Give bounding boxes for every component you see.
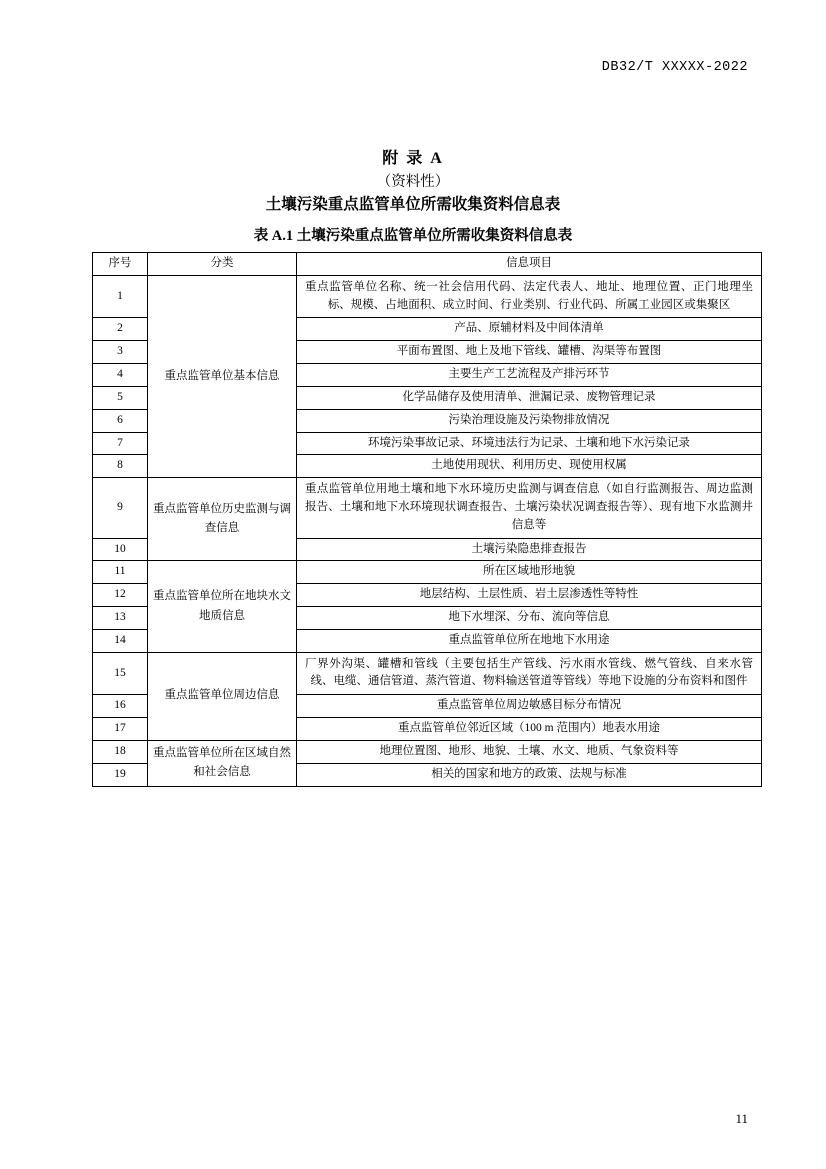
row-no: 7: [93, 432, 148, 455]
appendix-name: 土壤污染重点监管单位所需收集资料信息表: [265, 196, 561, 213]
column-header-item: 信息项目: [297, 253, 762, 276]
column-header-no: 序号: [93, 253, 148, 276]
row-item: 重点监管单位名称、统一社会信用代码、法定代表人、地址、地理位置、正门地理坐标、规模、占地面积、成立时间、行业类别、行业代码、所属工业园区或集聚区: [297, 275, 762, 318]
row-item: 平面布置图、地上及地下管线、罐槽、沟渠等布置图: [297, 341, 762, 364]
column-header-category: 分类: [148, 253, 297, 276]
row-no: 10: [93, 538, 148, 561]
row-no: 8: [93, 455, 148, 478]
table-header: [93, 253, 762, 276]
row-item: 地下水埋深、分布、流向等信息: [297, 607, 762, 630]
table-row: [93, 561, 762, 584]
row-no: 2: [93, 318, 148, 341]
row-no: 6: [93, 409, 148, 432]
table-body: [93, 275, 762, 786]
row-item: 所在区域地形地貌: [297, 561, 762, 584]
table-header-row: [93, 253, 762, 276]
row-item: 地层结构、土层性质、岩土层渗透性等特性: [297, 584, 762, 607]
row-no: 3: [93, 341, 148, 364]
appendix-kind: （资料性）: [376, 174, 450, 190]
row-no: 15: [93, 652, 148, 695]
table-row: [93, 740, 762, 763]
standard-code-header: DB32/T XXXXX-2022: [601, 60, 748, 75]
row-no: 1: [93, 275, 148, 318]
row-item: 污染治理设施及污染物排放情况: [297, 409, 762, 432]
row-item: 重点监管单位所在地地下水用途: [297, 629, 762, 652]
row-item: 土地使用现状、利用历史、现使用权属: [297, 455, 762, 478]
appendix-title: 附 录 A: [382, 150, 444, 167]
row-item: 化学品储存及使用清单、泄漏记录、废物管理记录: [297, 386, 762, 409]
row-item: 主要生产工艺流程及产排污环节: [297, 364, 762, 387]
row-category: 重点监管单位周边信息: [148, 652, 297, 740]
row-item: 重点监管单位周边敏感目标分布情况: [297, 695, 762, 718]
row-item: 产品、原辅材料及中间体清单: [297, 318, 762, 341]
table-row: [93, 478, 762, 538]
row-item: 重点监管单位用地土壤和地下水环境历史监测与调查信息（如自行监测报告、周边监测报告、土壤和地下水环境现状调查报告、土壤污染状况调查报告等）、现有地下水监测井信息等: [297, 478, 762, 538]
row-no: 13: [93, 607, 148, 630]
row-category: 重点监管单位所在区域自然和社会信息: [148, 740, 297, 786]
row-category: 重点监管单位历史监测与调查信息: [148, 478, 297, 561]
row-item: 相关的国家和地方的政策、法规与标准: [297, 763, 762, 786]
row-no: 18: [93, 740, 148, 763]
row-no: 4: [93, 364, 148, 387]
row-category: 重点监管单位所在地块水文地质信息: [148, 561, 297, 652]
row-no: 11: [93, 561, 148, 584]
row-item: 环境污染事故记录、环境违法行为记录、土壤和地下水污染记录: [297, 432, 762, 455]
row-item: 地理位置图、地形、地貌、土壤、水文、地质、气象资料等: [297, 740, 762, 763]
row-no: 16: [93, 695, 148, 718]
table-row: [93, 652, 762, 695]
row-item: 土壤污染隐患排查报告: [297, 538, 762, 561]
row-item: 厂界外沟渠、罐槽和管线（主要包括生产管线、污水雨水管线、燃气管线、自来水管线、电缆、通信管道、蒸汽管道、物料输送管道等管线）等地下设施的分布资料和图件: [297, 652, 762, 695]
row-no: 5: [93, 386, 148, 409]
row-category: 重点监管单位基本信息: [148, 275, 297, 477]
row-item: 重点监管单位邻近区域（100 m 范围内）地表水用途: [297, 718, 762, 741]
page-number: 11: [735, 1111, 748, 1126]
table-caption: 表 A.1 土壤污染重点监管单位所需收集资料信息表: [253, 228, 573, 244]
row-no: 19: [93, 763, 148, 786]
row-no: 9: [93, 478, 148, 538]
row-no: 17: [93, 718, 148, 741]
row-no: 14: [93, 629, 148, 652]
row-no: 12: [93, 584, 148, 607]
table-row: [93, 275, 762, 318]
info-table: [92, 252, 762, 787]
